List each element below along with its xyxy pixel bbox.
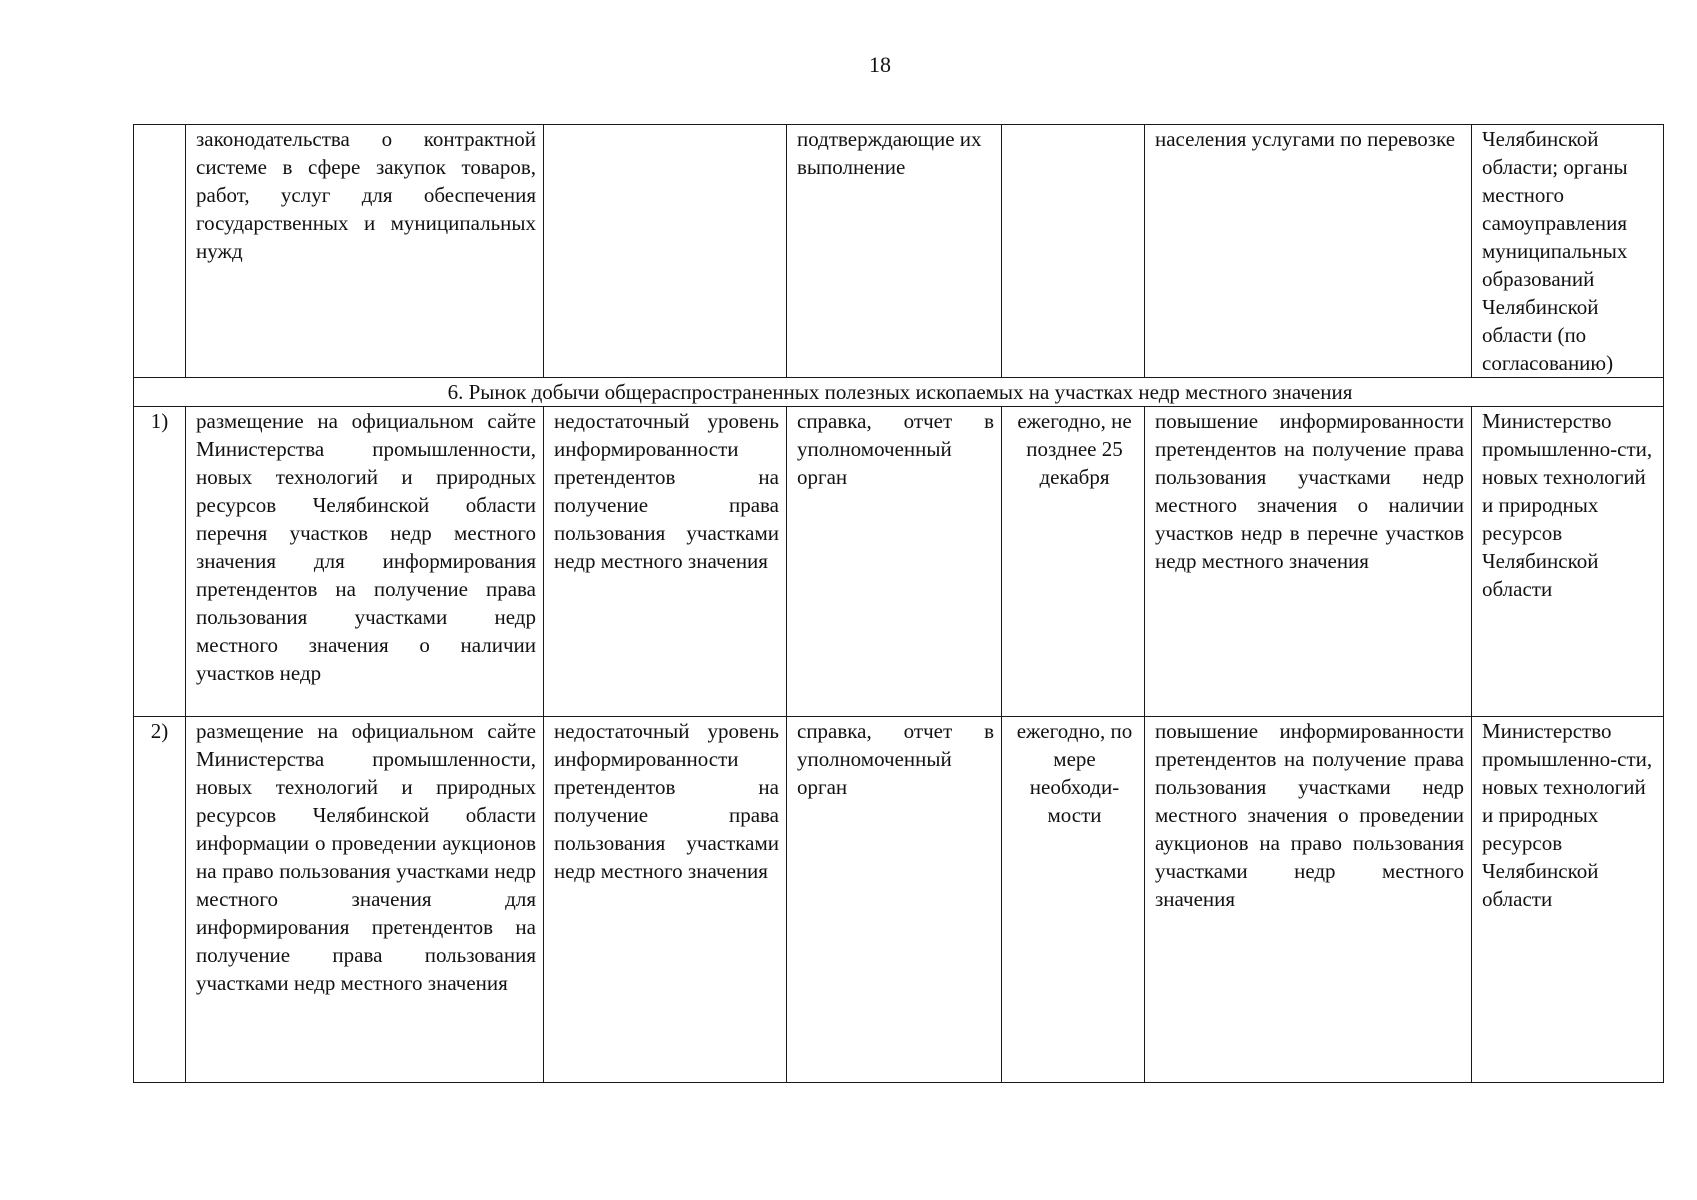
document-cell: справка, отчет в уполномоченный орган	[787, 407, 1002, 717]
table-row	[134, 125, 1664, 378]
deadline-cell: ежегодно, не позднее 25 декабря	[1002, 407, 1145, 717]
page-number: 18	[869, 52, 891, 77]
table-row	[134, 407, 1664, 717]
result-cell: повышение информированности претендентов на получение права пользования участками недр местного значения о наличии участков недр в перечне участков недр местного значения	[1145, 407, 1472, 717]
measures-table	[133, 124, 1664, 1083]
problem-cell: недостаточный уровень информированности претендентов на получение права пользования участками недр местного значения	[544, 407, 787, 717]
section-title: 6. Рынок добычи общераспространенных полезных ископаемых на участках недр местного значения	[134, 378, 1664, 407]
problem-cell	[544, 125, 787, 378]
result-cell: повышение информированности претендентов на получение права пользования участками недр местного значения о проведении аукционов на право пользования участками недр местного значения	[1145, 717, 1472, 1083]
responsible-cell: Министерство промышленно-сти, новых технологий и природных ресурсов Челябинской области	[1472, 717, 1664, 1083]
document-cell: подтверждающие их выполнение	[787, 125, 1002, 378]
responsible-cell: Челябинской области; органы местного самоуправления муниципальных образований Челябинской области (по согласованию)	[1472, 125, 1664, 378]
deadline-cell	[1002, 125, 1145, 378]
measure-cell: размещение на официальном сайте Министерства промышленности, новых технологий и природных ресурсов Челябинской области перечня участков недр местного значения для информирования претендентов на получение права пользования участками недр местного значения о наличии участков недр	[186, 407, 544, 717]
row-number: 2)	[134, 717, 186, 1083]
result-cell: населения услугами по перевозке	[1145, 125, 1472, 378]
table-row	[134, 717, 1664, 1083]
measure-cell: размещение на официальном сайте Министерства промышленности, новых технологий и природных ресурсов Челябинской области информации о проведении аукционов на право пользования участками недр местного значения для информирования претендентов на получение права пользования участками недр местного значения	[186, 717, 544, 1083]
problem-cell: недостаточный уровень информированности претендентов на получение права пользования участками недр местного значения	[544, 717, 787, 1083]
section-header-row	[134, 378, 1664, 407]
responsible-cell: Министерство промышленно-сти, новых технологий и природных ресурсов Челябинской области	[1472, 407, 1664, 717]
measure-cell: законодательства о контрактной системе в сфере закупок товаров, работ, услуг для обеспечения государственных и муниципальных нужд	[186, 125, 544, 378]
deadline-cell: ежегодно, по мере необходи-мости	[1002, 717, 1145, 1083]
row-number-cell	[134, 125, 186, 378]
document-cell: справка, отчет в уполномоченный орган	[787, 717, 1002, 1083]
row-number: 1)	[134, 407, 186, 717]
